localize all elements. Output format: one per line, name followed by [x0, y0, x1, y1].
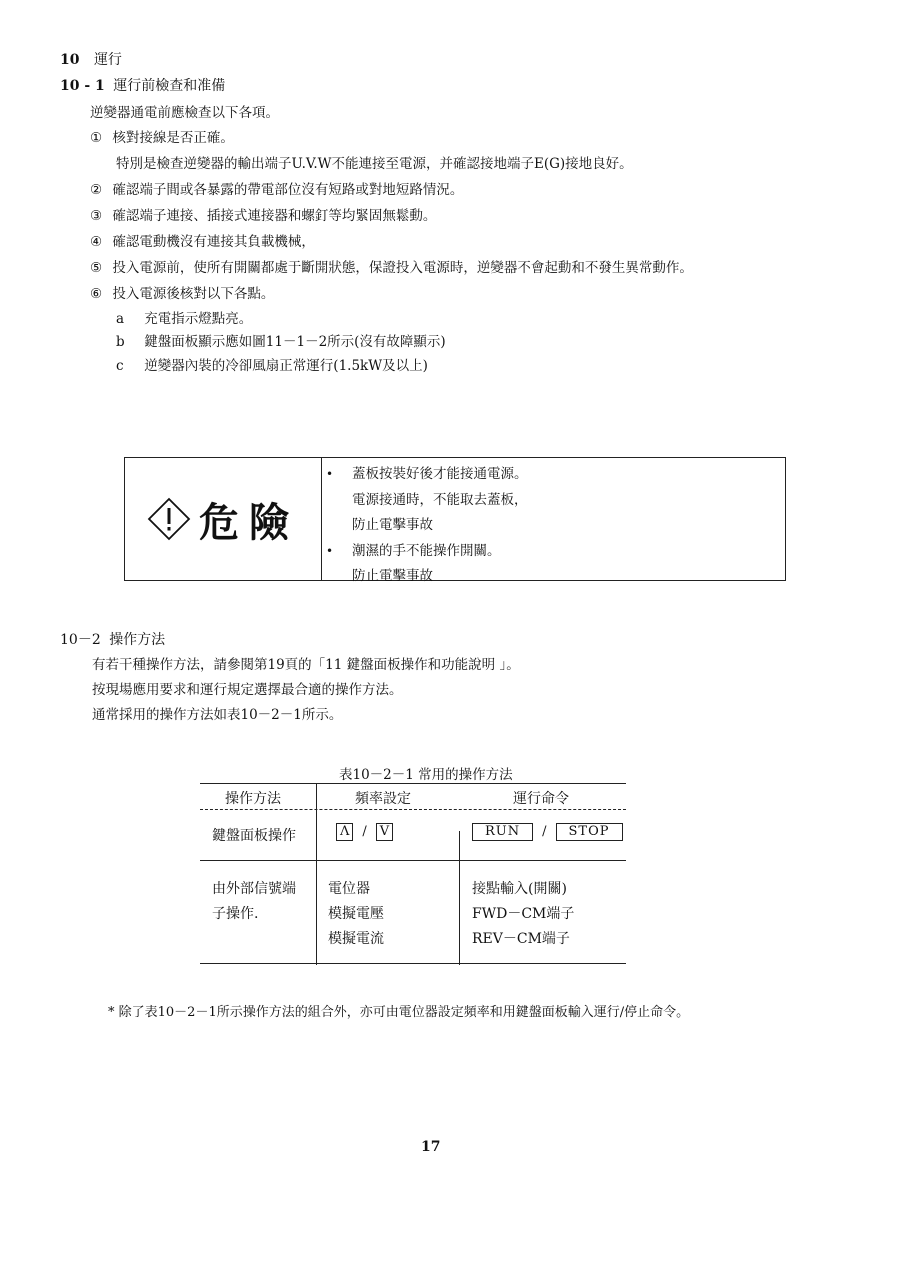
table-col-divider	[316, 783, 317, 965]
bullet-icon: •	[326, 467, 334, 481]
danger-warning-box	[124, 457, 786, 584]
table-cell-run: REV－CM端子	[472, 931, 570, 947]
table-cell-method: 由外部信號端	[212, 881, 296, 897]
subsection-title: 操作方法	[109, 632, 166, 648]
page-number: 17	[421, 1139, 441, 1155]
item-marker: ④	[90, 234, 103, 250]
danger-label-cell	[125, 458, 321, 580]
stop-key: STOP	[556, 823, 623, 841]
table-cell-freq: 電位器	[328, 881, 370, 897]
danger-line-text: 潮濕的手不能操作開關。	[352, 542, 501, 559]
up-key: Λ	[336, 823, 353, 841]
danger-line-text: 電源接通時，不能取去蓋板，	[352, 491, 528, 508]
table-cell-freq: 模擬電壓	[328, 906, 384, 922]
item-marker: ③	[90, 208, 103, 224]
table-cell-method: 子操作.	[212, 906, 259, 922]
danger-label: 危險	[199, 499, 299, 546]
check-item	[90, 285, 274, 303]
sub-item-text: 逆變器內裝的冷卻風扇正常運行(1.5kW及以上)	[144, 358, 428, 374]
item-text: 投入電源前，使所有開關都處于斷開狀態，保證投入電源時，逆變器不會起動和不發生異常動作。	[112, 260, 693, 276]
sub-item-marker: b	[116, 334, 125, 350]
table-rule-row	[200, 860, 626, 861]
danger-line-text: 蓋板按裝好後才能接通電源。	[352, 466, 528, 482]
danger-messages	[326, 464, 528, 592]
sub-item-text: 充電指示燈點亮。	[144, 311, 253, 327]
check-item-detail: 特別是檢查逆變器的輸出端子U.V.W不能連接至電源，并確認接地端子E(G)接地良好。	[116, 156, 633, 172]
subsection-number: 10－2	[60, 632, 101, 648]
item-marker: ⑥	[90, 286, 103, 302]
subsection-heading	[60, 631, 165, 649]
danger-line-text: 防止電擊事故	[352, 517, 433, 533]
table-header: 頻率設定	[355, 791, 411, 807]
table-header: 運行命令	[513, 791, 569, 807]
key-separator: /	[362, 824, 367, 839]
sub-item-text: 鍵盤面板顯示應如圖11－1－2所示(沒有故障顯示)	[144, 334, 446, 350]
item-marker: ⑤	[90, 260, 103, 276]
subsection-title: 運行前檢查和准備	[113, 78, 226, 94]
section-title: 運行	[93, 52, 122, 68]
item-text: 投入電源後核對以下各點。	[112, 286, 275, 302]
table-cell-freq	[336, 823, 393, 841]
danger-line	[335, 490, 528, 516]
table-cell-freq: 模擬電流	[328, 931, 384, 947]
sub-item	[116, 310, 252, 328]
table-cell-run	[472, 823, 623, 841]
table-cell-method: 鍵盤面板操作	[212, 828, 296, 844]
check-item	[90, 207, 436, 225]
sub-item	[116, 333, 446, 351]
check-item	[90, 233, 315, 251]
check-item	[90, 181, 463, 199]
danger-line	[326, 464, 528, 490]
danger-line-text: 防止電擊事故	[352, 568, 433, 584]
paragraph: 有若干種操作方法，請參閱第19頁的「11 鍵盤面板操作和功能說明 」。	[92, 657, 520, 673]
check-item	[90, 259, 693, 277]
operation-methods-table	[200, 783, 626, 965]
section-number: 10	[60, 52, 80, 68]
key-separator: /	[542, 824, 547, 839]
subsection-number: 10 - 1	[60, 78, 105, 94]
run-key: RUN	[472, 823, 533, 841]
table-cell-run: 接點輸入(開關)	[472, 881, 567, 897]
sub-item	[116, 357, 428, 375]
subsection-heading	[60, 77, 225, 95]
down-key: V	[376, 823, 393, 841]
check-item	[90, 129, 234, 147]
item-text: 確認端子連接、插接式連接器和螺釘等均緊固無鬆動。	[112, 208, 437, 224]
sub-item-marker: a	[116, 311, 125, 327]
section-heading	[60, 51, 122, 69]
intro-text: 逆變器通電前應檢查以下各項。	[90, 105, 279, 121]
danger-line	[335, 515, 528, 541]
danger-line	[326, 541, 528, 567]
item-text: 核對接線是否正確。	[112, 130, 234, 146]
paragraph: 按現場應用要求和運行規定選擇最合適的操作方法。	[92, 682, 403, 698]
table-title: 表10－2－1 常用的操作方法	[339, 767, 513, 783]
item-text: 確認端子間或各暴露的帶電部位沒有短路或對地短路情況。	[112, 182, 464, 198]
danger-divider	[321, 458, 322, 580]
item-text: 確認電動機沒有連接其負載機械，	[112, 234, 315, 250]
warning-diamond-icon	[147, 497, 191, 541]
danger-line	[335, 566, 528, 592]
table-header: 操作方法	[225, 791, 281, 807]
item-marker: ①	[90, 130, 103, 146]
table-col-divider	[459, 831, 460, 965]
bullet-icon: •	[326, 543, 334, 558]
table-rule-bottom	[200, 963, 626, 964]
sub-item-marker: c	[116, 358, 124, 374]
paragraph: 通常採用的操作方法如表10－2－1所示。	[92, 707, 343, 723]
table-rule-header	[200, 809, 626, 810]
table-rule-top	[200, 783, 626, 784]
item-marker: ②	[90, 182, 103, 198]
table-cell-run: FWD－CM端子	[472, 906, 575, 922]
footnote: * 除了表10－2－1所示操作方法的組合外，亦可由電位器設定頻率和用鍵盤面板輸入運行/停止命令。	[108, 1005, 690, 1020]
